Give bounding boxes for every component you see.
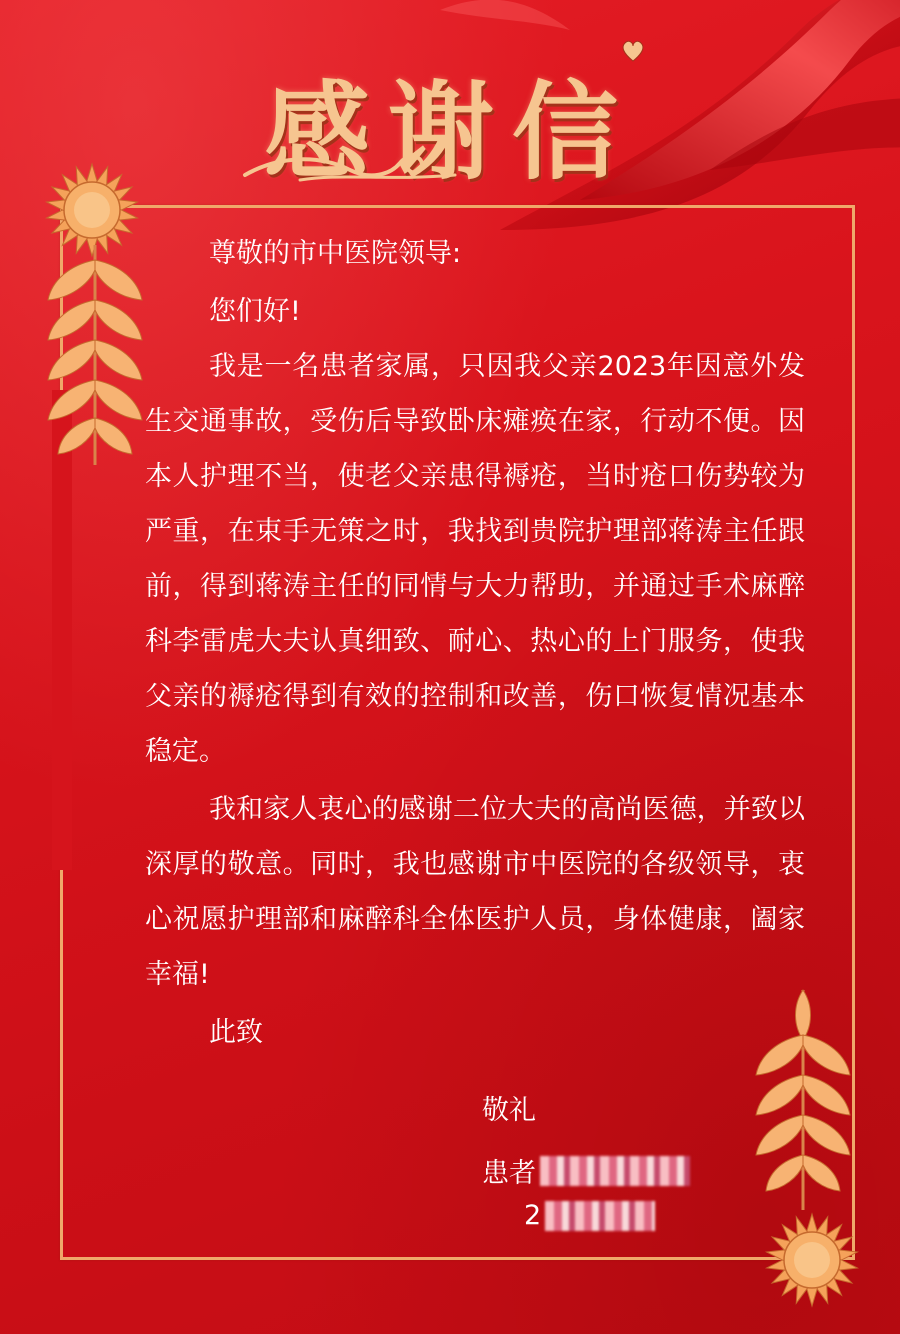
heart-icon bbox=[620, 38, 646, 64]
letter-body bbox=[145, 226, 805, 1060]
signer-row bbox=[482, 1151, 690, 1190]
salutation: 尊敬的市中医院领导: bbox=[209, 238, 462, 269]
closing-line: 此致 bbox=[209, 1017, 263, 1048]
date-row bbox=[524, 1200, 655, 1231]
signer-prefix: 患者 bbox=[482, 1158, 536, 1189]
sunflower-icon bbox=[762, 1210, 862, 1310]
greeting: 您们好! bbox=[209, 296, 301, 327]
regards: 敬礼 bbox=[482, 1095, 536, 1126]
paragraph-2: 我和家人衷心的感谢二位大夫的高尚医德，并致以深厚的敬意。同时，我也感谢市中医院的各级领导，衷心祝愿护理部和麻醉科全体医护人员，身体健康，阖家幸福! bbox=[145, 794, 805, 990]
swirl-ornament-icon bbox=[240, 145, 460, 185]
redacted-name bbox=[540, 1156, 690, 1186]
paragraph-1: 我是一名患者家属，只因我父亲2023年因意外发生交通事故，受伤后导致卧床瘫痪在家，行动不便。因本人护理不当，使老父亲患得褥疮，当时疮口伤势较为严重，在束手无策之时，我找到贵院护理部蒋涛主任跟前，得到蒋涛主任的同情与大力帮助，并通过手术麻醉科李雷虎大夫认真细致、耐心、热心的上门服务，使我父亲的褥疮得到有效的控制和改善，伤口恢复情况基本稳定。 bbox=[145, 351, 805, 767]
wheat-icon bbox=[40, 240, 150, 470]
page-title: 感谢信 bbox=[264, 69, 636, 194]
redacted-date bbox=[545, 1201, 655, 1231]
date-prefix: 2 bbox=[524, 1200, 542, 1231]
